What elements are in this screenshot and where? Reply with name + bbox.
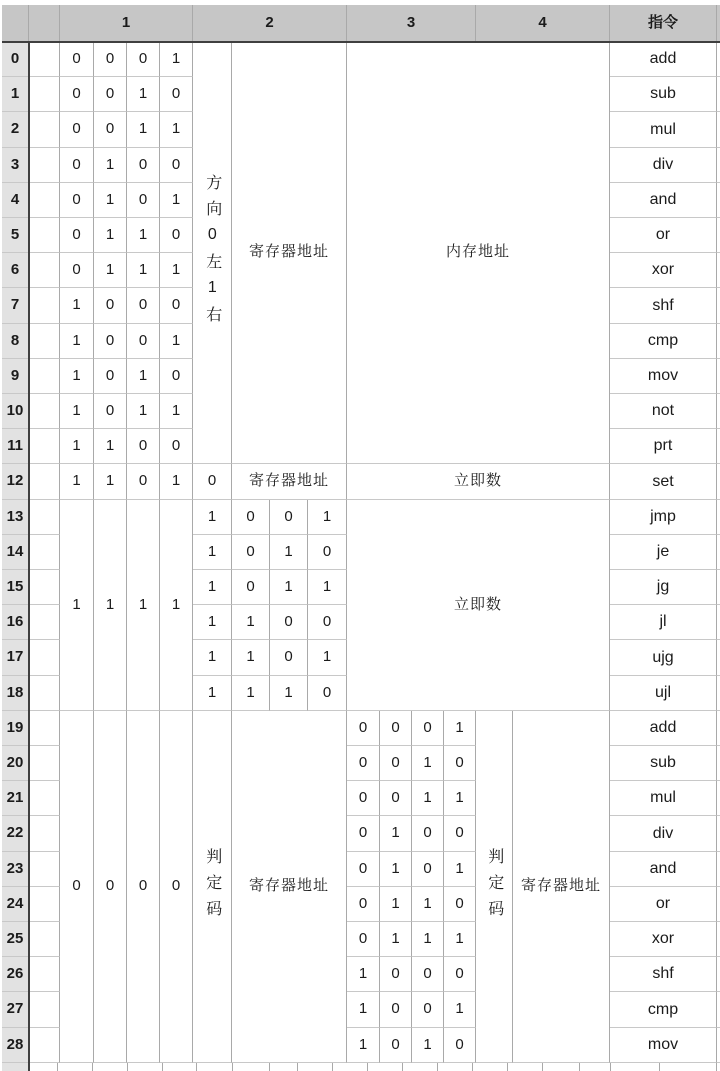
bit-cell: 1 xyxy=(308,500,347,535)
partial-cell xyxy=(29,1063,58,1071)
row-number-cell: 27 xyxy=(2,992,29,1028)
spacer-cell xyxy=(29,992,60,1028)
spacer-cell xyxy=(29,42,60,77)
header-instruction: 指令 xyxy=(610,5,717,42)
bit-cell: 1 xyxy=(380,816,412,852)
bit-cell: 0 xyxy=(127,464,160,500)
operand-register-label: 寄存器地址 xyxy=(232,464,347,500)
spacer-cell xyxy=(29,781,60,816)
instruction-cell: xor xyxy=(610,922,717,957)
bit-cell: 1 xyxy=(127,112,160,148)
spacer-cell xyxy=(29,922,60,957)
instruction-cell: ujl xyxy=(610,676,717,711)
bit-cell: 1 xyxy=(308,570,347,605)
header-group-3: 3 xyxy=(347,5,476,42)
bit-cell: 1 xyxy=(444,922,476,957)
bit-cell: 1 xyxy=(160,464,193,500)
partial-cell xyxy=(233,1063,270,1071)
spacer-cell xyxy=(29,148,60,183)
bit-cell: 1 xyxy=(444,852,476,887)
bit-cell: 0 xyxy=(160,77,193,112)
operand-condition-label: 判定码 xyxy=(193,711,232,1063)
partial-cell xyxy=(508,1063,543,1071)
bit-cell: 1 xyxy=(347,957,380,992)
operand-register-label: 寄存器地址 xyxy=(232,42,347,464)
bit-cell: 0 xyxy=(160,429,193,464)
spacer-cell xyxy=(29,957,60,992)
spacer-cell xyxy=(29,816,60,852)
instruction-cell: add xyxy=(610,42,717,77)
bit-cell: 0 xyxy=(60,112,94,148)
bit-cell: 1 xyxy=(412,922,444,957)
bit-cell: 0 xyxy=(380,992,412,1028)
bit-cell: 0 xyxy=(127,288,160,324)
row-number-cell: 28 xyxy=(2,1028,29,1063)
bit-cell: 1 xyxy=(380,852,412,887)
bit-cell: 1 xyxy=(94,253,127,288)
row-number-cell: 18 xyxy=(2,676,29,711)
bit-cell: 0 xyxy=(380,957,412,992)
spacer-cell xyxy=(29,359,60,394)
instruction-cell: jmp xyxy=(610,500,717,535)
partial-cell xyxy=(197,1063,233,1071)
spacer-cell xyxy=(29,676,60,711)
instruction-cell: cmp xyxy=(610,324,717,359)
spacer-cell xyxy=(29,1028,60,1063)
instruction-cell: and xyxy=(610,852,717,887)
shared-bit-cell: 0 xyxy=(127,711,160,1063)
instruction-cell: sub xyxy=(610,77,717,112)
bit-cell: 1 xyxy=(232,605,270,640)
partial-cell xyxy=(270,1063,298,1071)
bit-cell: 1 xyxy=(232,676,270,711)
shared-bit-cell: 0 xyxy=(94,711,127,1063)
operand-direction-label: 方向0左1右 xyxy=(193,42,232,464)
row-number-cell: 2 xyxy=(2,112,29,148)
instruction-cell: div xyxy=(610,148,717,183)
spacer-cell xyxy=(29,324,60,359)
operand-immediate-label: 立即数 xyxy=(347,500,610,711)
bit-cell: 0 xyxy=(347,746,380,781)
bit-cell: 0 xyxy=(412,957,444,992)
instruction-cell: cmp xyxy=(610,992,717,1028)
operand-register-label: 寄存器地址 xyxy=(513,711,610,1063)
bit-cell: 1 xyxy=(160,394,193,429)
spacer-cell xyxy=(29,605,60,640)
bit-cell: 0 xyxy=(347,781,380,816)
bit-cell: 0 xyxy=(94,112,127,148)
bit-cell: 0 xyxy=(380,1028,412,1063)
row-number-cell: 15 xyxy=(2,570,29,605)
shared-bit-cell: 1 xyxy=(60,500,94,711)
bit-cell: 1 xyxy=(60,464,94,500)
bit-cell: 0 xyxy=(412,852,444,887)
header-corner-cell xyxy=(2,5,29,42)
partial-cell xyxy=(403,1063,438,1071)
bit-cell: 1 xyxy=(60,288,94,324)
row-number-cell xyxy=(2,1063,29,1071)
spacer-cell xyxy=(29,500,60,535)
partial-cell xyxy=(368,1063,403,1071)
bit-cell: 0 xyxy=(347,711,380,746)
bit-cell: 1 xyxy=(347,1028,380,1063)
bit-cell: 1 xyxy=(444,781,476,816)
bit-cell: 0 xyxy=(444,957,476,992)
bit-cell: 0 xyxy=(60,77,94,112)
instruction-cell: jg xyxy=(610,570,717,605)
instruction-cell: prt xyxy=(610,429,717,464)
row-number-cell: 13 xyxy=(2,500,29,535)
bit-cell: 1 xyxy=(127,77,160,112)
spacer-cell xyxy=(29,253,60,288)
spacer-cell xyxy=(29,852,60,887)
bit-cell: 0 xyxy=(347,887,380,922)
bit-cell: 0 xyxy=(444,816,476,852)
spacer-cell xyxy=(29,887,60,922)
bit-cell: 1 xyxy=(380,922,412,957)
bit-cell: 1 xyxy=(60,359,94,394)
bit-cell: 1 xyxy=(270,570,308,605)
bit-cell: 0 xyxy=(412,992,444,1028)
bit-cell: 0 xyxy=(444,746,476,781)
row-number-cell: 16 xyxy=(2,605,29,640)
header-group-1: 1 xyxy=(60,5,193,42)
bit-cell: 1 xyxy=(160,112,193,148)
row-number-cell: 25 xyxy=(2,922,29,957)
bit-cell: 1 xyxy=(444,711,476,746)
instruction-cell: or xyxy=(610,218,717,253)
spacer-cell xyxy=(29,464,60,500)
operand-immediate-label: 立即数 xyxy=(347,464,610,500)
bit-cell: 0 xyxy=(347,852,380,887)
bit-cell: 1 xyxy=(308,640,347,676)
bit-cell: 0 xyxy=(270,500,308,535)
row-number-cell: 5 xyxy=(2,218,29,253)
bit-cell: 0 xyxy=(60,253,94,288)
bit-cell: 1 xyxy=(193,676,232,711)
instruction-cell: shf xyxy=(610,957,717,992)
bit-cell: 0 xyxy=(380,781,412,816)
instruction-cell: add xyxy=(610,711,717,746)
shared-bit-cell: 1 xyxy=(160,500,193,711)
bit-cell: 1 xyxy=(94,429,127,464)
row-number-cell: 17 xyxy=(2,640,29,676)
operand-register-label: 寄存器地址 xyxy=(232,711,347,1063)
operand-memory-label: 内存地址 xyxy=(347,42,610,464)
bit-cell: 1 xyxy=(412,746,444,781)
bit-cell: 1 xyxy=(412,781,444,816)
spacer-cell xyxy=(29,183,60,218)
shared-bit-cell: 0 xyxy=(60,711,94,1063)
instruction-cell: mul xyxy=(610,781,717,816)
row-number-cell: 3 xyxy=(2,148,29,183)
row-number-cell: 7 xyxy=(2,288,29,324)
instruction-cell: or xyxy=(610,887,717,922)
bit-cell: 1 xyxy=(127,253,160,288)
bit-cell: 1 xyxy=(60,394,94,429)
instruction-cell: not xyxy=(610,394,717,429)
partial-cell xyxy=(580,1063,611,1071)
instruction-cell: mov xyxy=(610,1028,717,1063)
bit-cell: 0 xyxy=(94,288,127,324)
bit-cell: 0 xyxy=(60,42,94,77)
bit-cell: 1 xyxy=(160,253,193,288)
bit-cell: 1 xyxy=(160,42,193,77)
bit-cell: 0 xyxy=(94,324,127,359)
row-number-cell: 20 xyxy=(2,746,29,781)
bit-cell: 0 xyxy=(60,183,94,218)
row-number-cell: 24 xyxy=(2,887,29,922)
partial-cell xyxy=(660,1063,717,1071)
row-number-cell: 6 xyxy=(2,253,29,288)
row-number-cell: 19 xyxy=(2,711,29,746)
partial-cell xyxy=(298,1063,333,1071)
bit-cell: 0 xyxy=(444,1028,476,1063)
instruction-cell: ujg xyxy=(610,640,717,676)
instruction-cell: je xyxy=(610,535,717,570)
bit-cell: 0 xyxy=(232,570,270,605)
bit-cell: 1 xyxy=(380,887,412,922)
instruction-cell: div xyxy=(610,816,717,852)
spacer-cell xyxy=(29,77,60,112)
instruction-cell: sub xyxy=(610,746,717,781)
spacer-cell xyxy=(29,429,60,464)
partial-cell xyxy=(611,1063,660,1071)
bit-cell: 0 xyxy=(60,218,94,253)
spacer-cell xyxy=(29,288,60,324)
bit-cell: 0 xyxy=(308,605,347,640)
bit-cell: 0 xyxy=(380,746,412,781)
partial-cell xyxy=(543,1063,580,1071)
bit-cell: 0 xyxy=(94,359,127,394)
bit-cell: 0 xyxy=(444,887,476,922)
spacer-cell xyxy=(29,711,60,746)
instruction-cell: mov xyxy=(610,359,717,394)
bit-cell: 1 xyxy=(160,324,193,359)
spacer-cell xyxy=(29,640,60,676)
row-number-cell: 9 xyxy=(2,359,29,394)
bit-cell: 1 xyxy=(160,183,193,218)
row-number-cell: 23 xyxy=(2,852,29,887)
bit-cell: 1 xyxy=(193,535,232,570)
spacer-cell xyxy=(29,394,60,429)
row-number-cell: 1 xyxy=(2,77,29,112)
bit-cell: 0 xyxy=(412,816,444,852)
bit-cell: 0 xyxy=(270,640,308,676)
header-group-4: 4 xyxy=(476,5,610,42)
spacer-cell xyxy=(29,570,60,605)
partial-cell xyxy=(128,1063,163,1071)
bit-cell: 1 xyxy=(193,605,232,640)
bit-cell: 1 xyxy=(94,148,127,183)
bit-cell: 1 xyxy=(412,1028,444,1063)
shared-bit-cell: 1 xyxy=(127,500,160,711)
partial-cell xyxy=(438,1063,473,1071)
bit-cell: 1 xyxy=(60,324,94,359)
bit-cell: 0 xyxy=(412,711,444,746)
bit-cell: 1 xyxy=(444,992,476,1028)
bit-cell: 0 xyxy=(347,922,380,957)
header-spacer-cell xyxy=(29,5,60,42)
bit-cell: 1 xyxy=(127,218,160,253)
bit-cell: 1 xyxy=(270,535,308,570)
shared-bit-cell: 1 xyxy=(94,500,127,711)
partial-cell xyxy=(163,1063,197,1071)
bit-cell: 0 xyxy=(308,535,347,570)
spacer-cell xyxy=(29,746,60,781)
bit-cell: 1 xyxy=(193,500,232,535)
spacer-cell xyxy=(29,112,60,148)
bit-cell: 0 xyxy=(160,359,193,394)
shared-bit-cell: 0 xyxy=(160,711,193,1063)
bit-cell: 1 xyxy=(127,394,160,429)
partial-cell xyxy=(473,1063,508,1071)
bit-cell: 0 xyxy=(380,711,412,746)
row-number-cell: 21 xyxy=(2,781,29,816)
instruction-cell: mul xyxy=(610,112,717,148)
row-number-cell: 11 xyxy=(2,429,29,464)
bit-cell: 1 xyxy=(232,640,270,676)
partial-cell xyxy=(93,1063,128,1071)
bit-cell: 0 xyxy=(127,429,160,464)
instruction-cell: xor xyxy=(610,253,717,288)
bit-cell: 0 xyxy=(127,42,160,77)
row-number-cell: 4 xyxy=(2,183,29,218)
bit-cell: 0 xyxy=(347,816,380,852)
header-group-2: 2 xyxy=(193,5,347,42)
bit-cell: 1 xyxy=(193,570,232,605)
bit-cell: 0 xyxy=(94,394,127,429)
partial-cell xyxy=(58,1063,93,1071)
operand-condition-label: 判定码 xyxy=(476,711,513,1063)
bit-cell: 0 xyxy=(232,500,270,535)
bit-cell: 1 xyxy=(347,992,380,1028)
bit-cell: 0 xyxy=(232,535,270,570)
bit-cell: 0 xyxy=(160,148,193,183)
row-number-cell: 22 xyxy=(2,816,29,852)
row-number-cell: 0 xyxy=(2,42,29,77)
bit-cell: 0 xyxy=(160,218,193,253)
bit-cell: 1 xyxy=(127,359,160,394)
row-number-cell: 26 xyxy=(2,957,29,992)
row-number-cell: 14 xyxy=(2,535,29,570)
instruction-cell: jl xyxy=(610,605,717,640)
row-number-cell: 10 xyxy=(2,394,29,429)
row-number-cell: 12 xyxy=(2,464,29,500)
spacer-cell xyxy=(29,535,60,570)
bit-cell: 0 xyxy=(94,77,127,112)
bit-cell: 0 xyxy=(270,605,308,640)
partial-cell xyxy=(333,1063,368,1071)
bit-cell: 1 xyxy=(412,887,444,922)
bit-cell: 1 xyxy=(60,429,94,464)
bit-cell: 0 xyxy=(308,676,347,711)
bit-cell: 1 xyxy=(94,183,127,218)
bit-cell: 0 xyxy=(127,324,160,359)
bit-cell: 1 xyxy=(94,218,127,253)
bit-cell: 0 xyxy=(127,183,160,218)
bit-cell: 1 xyxy=(94,464,127,500)
flag-bit-cell: 0 xyxy=(193,464,232,500)
instruction-cell: shf xyxy=(610,288,717,324)
instruction-cell: set xyxy=(610,464,717,500)
bit-cell: 0 xyxy=(127,148,160,183)
bit-cell: 1 xyxy=(270,676,308,711)
bit-cell: 0 xyxy=(60,148,94,183)
instruction-cell: and xyxy=(610,183,717,218)
spacer-cell xyxy=(29,218,60,253)
bit-cell: 1 xyxy=(193,640,232,676)
row-number-cell: 8 xyxy=(2,324,29,359)
bit-cell: 0 xyxy=(94,42,127,77)
bit-cell: 0 xyxy=(160,288,193,324)
